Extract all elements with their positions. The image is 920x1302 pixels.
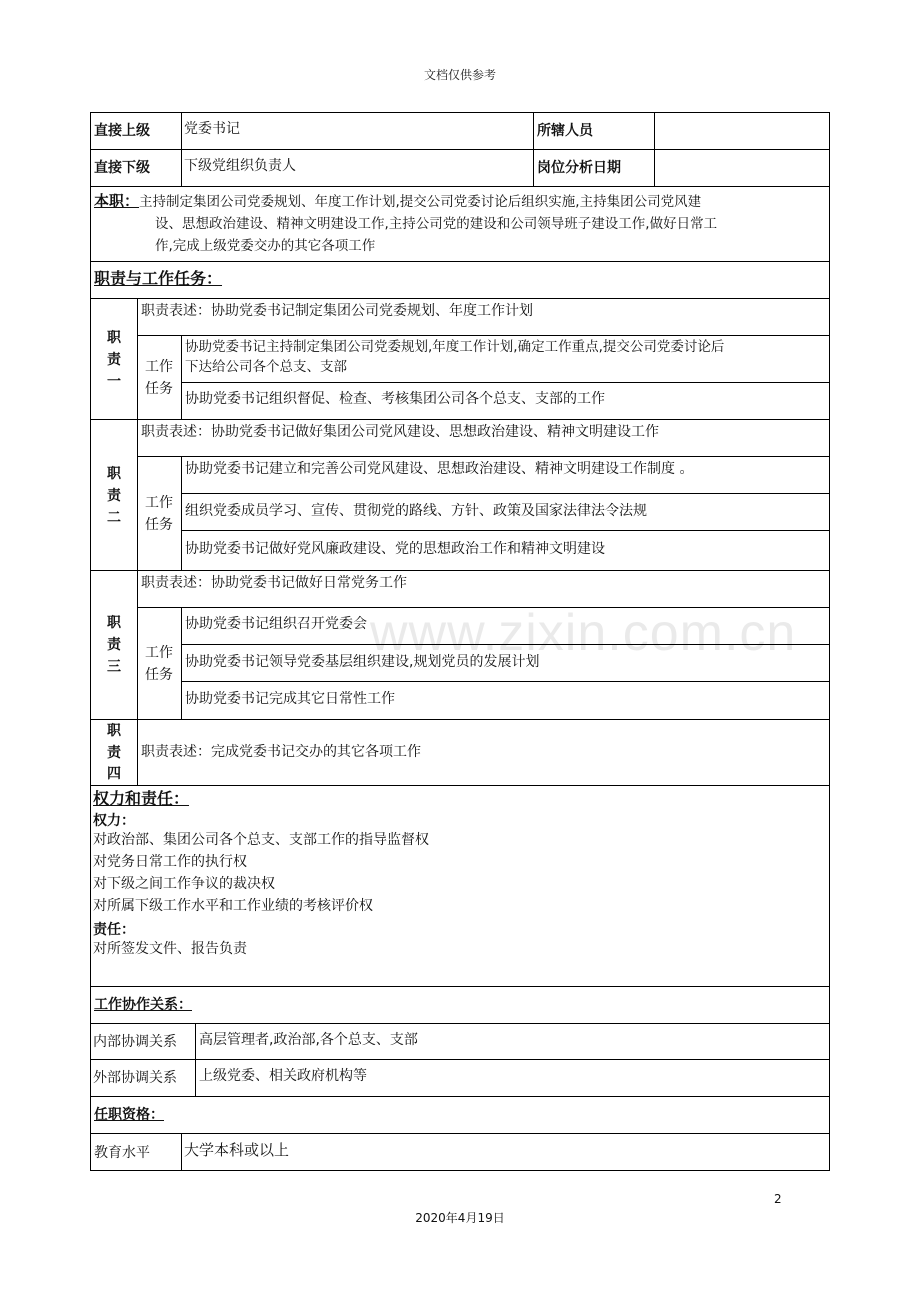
external-value: 上级党委、相关政府机构等 — [199, 1068, 367, 1084]
resp-4-char-2: 责 — [107, 745, 121, 761]
superior-label: 直接上级 — [94, 123, 150, 139]
resp-2-char-2: 责 — [107, 488, 121, 504]
power-item-1: 对政治部、集团公司各个总支、支部工作的指导监督权 — [93, 832, 429, 848]
resp-1-task-label-1: 工作 — [145, 359, 173, 375]
internal-label: 内部协调关系 — [93, 1034, 177, 1050]
page-header: 文档仅供参考 — [423, 68, 496, 82]
resp-3-char-2: 责 — [107, 637, 121, 653]
resp-3-char-1: 职 — [107, 615, 121, 631]
resp-4-desc: 职责表述：完成党委书记交办的其它各项工作 — [141, 744, 421, 760]
resp-2-task-1: 协助党委书记建立和完善公司党风建设、思想政治建设、精神文明建设工作制度 。 — [185, 461, 694, 477]
cooperation-title: 工作协作关系： — [94, 997, 192, 1013]
cooperation-title-cell — [90, 986, 830, 1024]
staff-label: 所辖人员 — [537, 123, 593, 139]
resp-4-char-3: 四 — [107, 766, 121, 782]
education-value: 大学本科或以上 — [184, 1141, 290, 1159]
resp-1-task-2: 协助党委书记组织督促、检查、考核集团公司各个总支、支部的工作 — [185, 391, 605, 407]
resp-1-task-1-line-2: 下达给公司各个总支、支部 — [185, 359, 347, 375]
resp-label: 责任： — [93, 922, 135, 938]
subordinate-value: 下级党组织负责人 — [184, 158, 296, 174]
resp-3-task-3: 协助党委书记完成其它日常性工作 — [185, 691, 395, 707]
resp-2-char-1: 职 — [107, 466, 121, 482]
resp-2-task-2: 组织党委成员学习、宣传、贯彻党的路线、方针、政策及国家法律法令法规 — [185, 503, 647, 519]
power-label: 权力： — [93, 813, 135, 829]
superior-value: 党委书记 — [184, 121, 240, 137]
responsibilities-title: 职责与工作任务： — [94, 269, 223, 288]
resp-3-desc: 职责表述：协助党委书记做好日常党务工作 — [141, 575, 407, 591]
resp-2-desc: 职责表述：协助党委书记做好集团公司党风建设、思想政治建设、精神文明建设工作 — [141, 424, 659, 440]
education-label: 教育水平 — [94, 1145, 150, 1161]
date-label: 岗位分析日期 — [537, 160, 621, 176]
staff-value-cell — [654, 112, 830, 150]
duty-line-3: 作,完成上级党委交办的其它各项工作 — [155, 238, 376, 254]
authority-title: 权力和责任： — [93, 789, 190, 808]
resp-1-char-1: 职 — [107, 330, 121, 346]
qualification-title: 任职资格： — [94, 1107, 164, 1123]
power-item-3: 对下级之间工作争议的裁决权 — [93, 876, 275, 892]
external-label: 外部协调关系 — [93, 1070, 177, 1086]
internal-value: 高层管理者,政治部,各个总支、支部 — [199, 1032, 418, 1048]
resp-3-char-3: 三 — [107, 659, 121, 675]
resp-3-task-label-2: 任务 — [145, 667, 173, 683]
footer-date: 2020年4月19日 — [415, 1211, 505, 1225]
resp-4-char-1: 职 — [107, 723, 121, 739]
qualification-title-cell — [90, 1096, 830, 1134]
duty-label: 本职： — [94, 192, 140, 210]
watermark: www.zixin.com.cn — [370, 604, 797, 662]
duty-line-1: 主持制定集团公司党委规划、年度工作计划,提交公司党委讨论后组织实施,主持集团公司党风建 — [139, 194, 702, 210]
subordinate-label: 直接下级 — [94, 160, 150, 176]
resp-2-task-3: 协助党委书记做好党风廉政建设、党的思想政治工作和精神文明建设 — [185, 541, 605, 557]
resp-1-task-label-2: 任务 — [145, 381, 173, 397]
power-item-2: 对党务日常工作的执行权 — [93, 854, 247, 870]
resp-2-char-3: 二 — [107, 510, 121, 526]
resp-1-desc: 职责表述：协助党委书记制定集团公司党委规划、年度工作计划 — [141, 303, 533, 319]
resp-1-char-3: 一 — [107, 374, 121, 390]
resp-3-task-1: 协助党委书记组织召开党委会 — [185, 616, 367, 632]
resp-3-task-2: 协助党委书记领导党委基层组织建设,规划党员的发展计划 — [185, 654, 540, 670]
date-value-cell — [654, 149, 830, 187]
resp-2-task-label-2: 任务 — [145, 517, 173, 533]
page-number: 2 — [774, 1192, 782, 1206]
duty-line-2: 设、思想政治建设、精神文明建设工作,主持公司党的建设和公司领导班子建设工作,做好日常工 — [155, 216, 718, 232]
resp-1-task-1-line-1: 协助党委书记主持制定集团公司党委规划,年度工作计划,确定工作重点,提交公司党委讨论后 — [185, 339, 725, 355]
resp-2-task-label-1: 工作 — [145, 495, 173, 511]
resp-item-1: 对所签发文件、报告负责 — [93, 941, 247, 957]
resp-1-char-2: 责 — [107, 352, 121, 368]
power-item-4: 对所属下级工作水平和工作业绩的考核评价权 — [93, 898, 373, 914]
resp-3-task-label-1: 工作 — [145, 645, 173, 661]
